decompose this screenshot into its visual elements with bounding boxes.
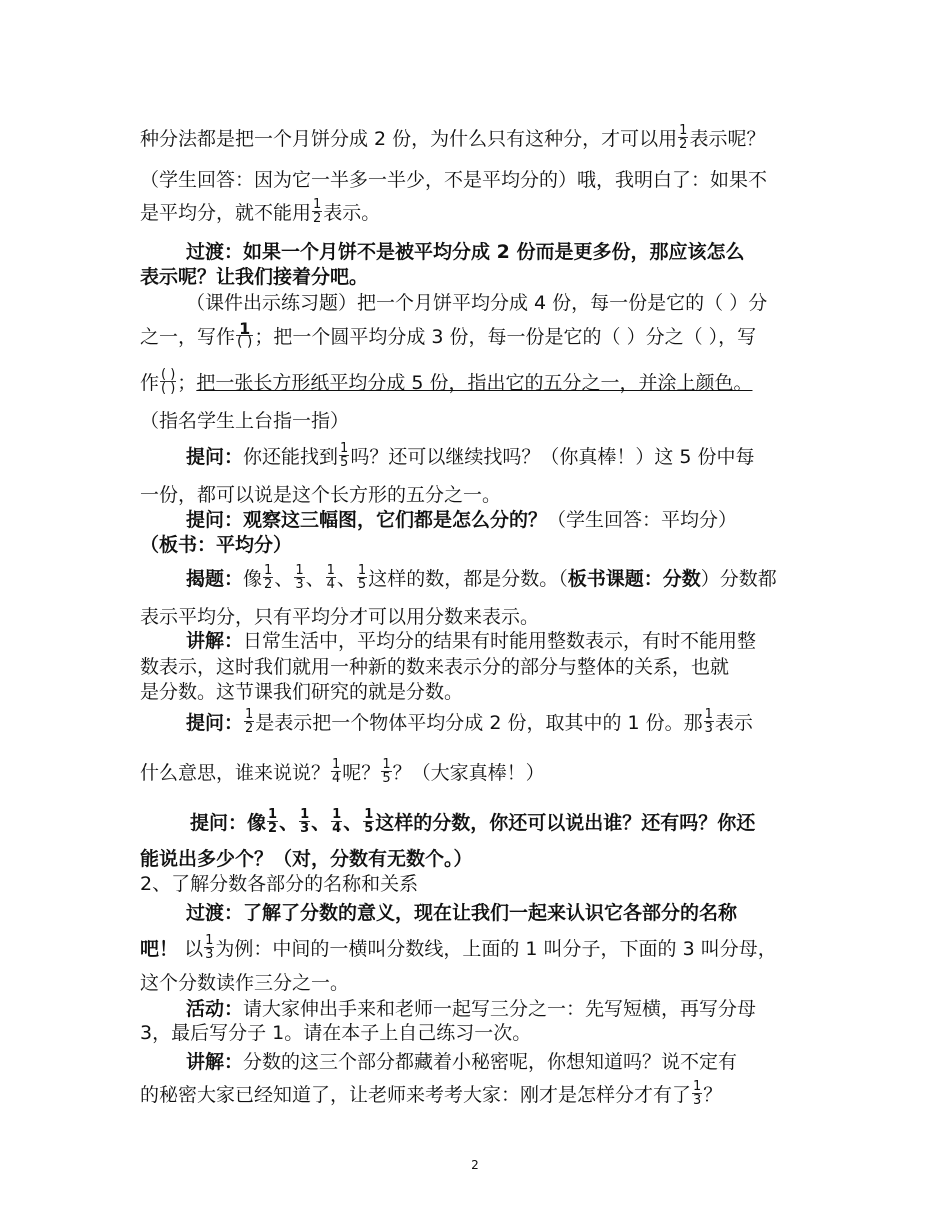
paragraph-line [140,366,820,400]
bold-text: 这样的分数，你还可以说出谁？还有吗？你还 [375,812,756,834]
paragraph-line [140,1045,866,1079]
numerator: 1 [326,563,335,578]
fraction-half [263,564,273,591]
text-span: 分数的这三个部分都藏着小秘密呢，你想知道吗？说不定有 [243,1051,738,1073]
numerator: 1 [313,197,322,212]
underlined-text: 把一张长方形纸平均分成 5 份，指出它的五分之一，并涂上颜色。 [196,372,753,394]
denominator: 5 [357,577,367,592]
separator: 、 [311,812,331,834]
numerator: 1 [704,707,713,722]
paragraph-line [140,806,870,840]
denominator: 3 [205,947,214,962]
separator: 、 [279,812,299,834]
text-span: ；把一个圆平均分成 3 份，每一份是它的（ ）分之（ ），写 [254,326,757,348]
fraction-half [244,708,254,735]
denominator: 3 [300,821,310,836]
fraction-fifth [381,758,391,785]
text-span: 为例：中间的一横叫分数线，上面的 1 叫分子，下面的 3 叫分母， [215,938,777,960]
text-span: 的秘密大家已经知道了，让老师来考考大家：刚才是怎样分才有了 [140,1084,692,1106]
bold-text: 能说出多少个？（对，分数有无数个。） [140,848,473,870]
paragraph-line [140,756,820,790]
page-number: 2 [471,1158,479,1172]
bold-text: 吧！ [140,938,179,960]
separator: 、 [305,568,325,590]
fraction-fifth [339,442,349,469]
numerator: ( ) [161,367,176,382]
paragraph-line: （课件出示练习题）把一个月饼平均分成 4 份，每一份是它的（ ）分 [186,292,768,314]
numerator: 1 [264,563,273,578]
numerator: 1 [332,757,341,772]
numerator: 1 [205,933,214,948]
bold-label: 活动： [186,998,244,1020]
denominator: 2 [245,721,254,736]
numerator: 1 [357,563,367,578]
numerator: 1 [332,807,342,822]
paragraph-line [140,440,866,474]
numerator: 1 [245,707,254,722]
bold-text: （板书：平均分） [140,534,293,556]
denominator: 3 [295,577,304,592]
denominator: 5 [382,771,391,786]
separator: 、 [274,568,294,590]
fraction-third [704,708,714,735]
fraction-third [204,934,214,961]
fraction-half [312,198,322,225]
bold-label: 揭题： [186,568,244,590]
numerator: 1 [295,563,304,578]
separator: 、 [336,568,356,590]
text-span: 像 [243,568,263,590]
fraction-one-blank [236,319,253,350]
denominator: 2 [679,137,688,152]
denominator: 4 [332,771,341,786]
numerator: 1 [364,807,374,822]
section-heading: 2、了解分数各部分的名称和关系 [140,873,419,895]
text-span: 以 [184,938,204,960]
fraction-half [678,124,688,151]
text-span: ？ [703,1084,723,1106]
text-span: ？（大家真棒！） [392,762,545,784]
paragraph-line [140,320,820,354]
text-span: 这样的数，都是分数。（ [368,568,568,590]
numerator: 1 [679,123,688,138]
fraction-third [299,808,310,835]
fraction-quarter [331,808,342,835]
paragraph-line: （指名学生上台指一指） [140,410,350,432]
text-span: 表示。 [323,202,381,224]
bold-text: 提问：观察这三幅图，它们都是怎么分的？ [186,509,548,531]
text-span: 日常生活中，平均分的结果有时能用整数表示，有时不能用整 [243,630,757,652]
denominator: 5 [340,455,349,470]
text-span: 之一，写作 [140,326,236,348]
denominator: 3 [704,721,713,736]
denominator: 2 [268,821,278,836]
paragraph-line [140,1078,820,1112]
text-span: ）分数都 [700,568,777,590]
paragraph-line: 一份，都可以说是这个长方形的五分之一。 [140,484,502,506]
fraction-half [267,808,278,835]
bold-label: 提问： [186,446,244,468]
separator: 、 [343,812,363,834]
text-span: 你还能找到 [243,446,339,468]
paragraph-line [140,196,820,230]
denominator: 2 [264,577,273,592]
text-span: 表示 [714,712,753,734]
paragraph-line [140,706,866,740]
fraction-fifth [357,564,367,591]
bold-label: 提问： [186,712,244,734]
paragraph-line: 这个分数读作三分之一。 [140,972,350,994]
text-span: 吗？还可以继续找吗？（你真棒！）这 5 份中每 [350,446,755,468]
denominator: ( ) [237,334,253,350]
fraction-fifth [363,808,374,835]
numerator: 1 [268,807,278,822]
text-span: 种分法都是把一个月饼分成 2 份，为什么只有这种分，才可以用 [140,128,678,150]
bold-text: 过渡：如果一个月饼不是被平均分成 2 份而是更多份，那应该怎么 [186,241,745,263]
text-span: （学生回答：平均分） [547,509,738,531]
text-span: 什么意思，谁来说说？ [140,762,331,784]
text-span: 是平均分，就不能用 [140,202,312,224]
paragraph-line [140,932,820,966]
text-span: 是表示把一个物体平均分成 2 份，取其中的 1 份。那 [255,712,703,734]
paragraph-line: 表示平均分，只有平均分才可以用分数来表示。 [140,606,540,628]
denominator: 5 [364,821,374,836]
denominator: ( ) [161,381,176,396]
fraction-blank-blank [160,368,176,395]
paragraph-line [140,896,866,930]
denominator: 4 [332,821,342,836]
denominator: 4 [326,577,335,592]
paragraph-line [140,562,866,596]
text-span: 呢？ [342,762,381,784]
paragraph-line [140,122,820,156]
bold-label: 讲解： [186,630,244,652]
fraction-quarter [331,758,341,785]
denominator: 3 [693,1093,702,1108]
bold-text: 提问：像 [190,812,267,834]
bold-text: 板书课题：分数 [567,568,701,590]
numerator: 1 [693,1079,702,1094]
paragraph-line: 3，最后写分子 1。请在本子上自己练习一次。 [140,1022,532,1044]
denominator: 2 [313,211,322,226]
numerator: 1 [239,319,251,338]
bold-label: 讲解： [186,1051,244,1073]
paragraph-line: （学生回答：因为它一半多一半少，不是平均分的）哦，我明白了：如果不 [140,169,768,191]
fraction-quarter [326,564,336,591]
bold-text: 过渡：了解了分数的意义，现在让我们一起来认识它各部分的名称 [186,902,738,924]
numerator: 1 [300,807,310,822]
numerator: 1 [340,441,349,456]
paragraph-line [140,528,820,562]
paragraph-line: 是分数。这节课我们研究的就是分数。 [140,681,464,703]
text-span: 请大家伸出手来和老师一起写三分之一：先写短横，再写分母 [243,998,757,1020]
fraction-third [692,1080,702,1107]
fraction-third [294,564,304,591]
paragraph-line: 数表示，这时我们就用一种新的数来表示分的部分与整体的关系，也就 [140,656,730,678]
bold-text: 表示呢？让我们接着分吧。 [140,266,369,288]
numerator: 1 [382,757,391,772]
text-span: 作 [140,372,160,394]
text-span: 表示呢？ [689,128,766,150]
text-span: ； [177,372,197,394]
